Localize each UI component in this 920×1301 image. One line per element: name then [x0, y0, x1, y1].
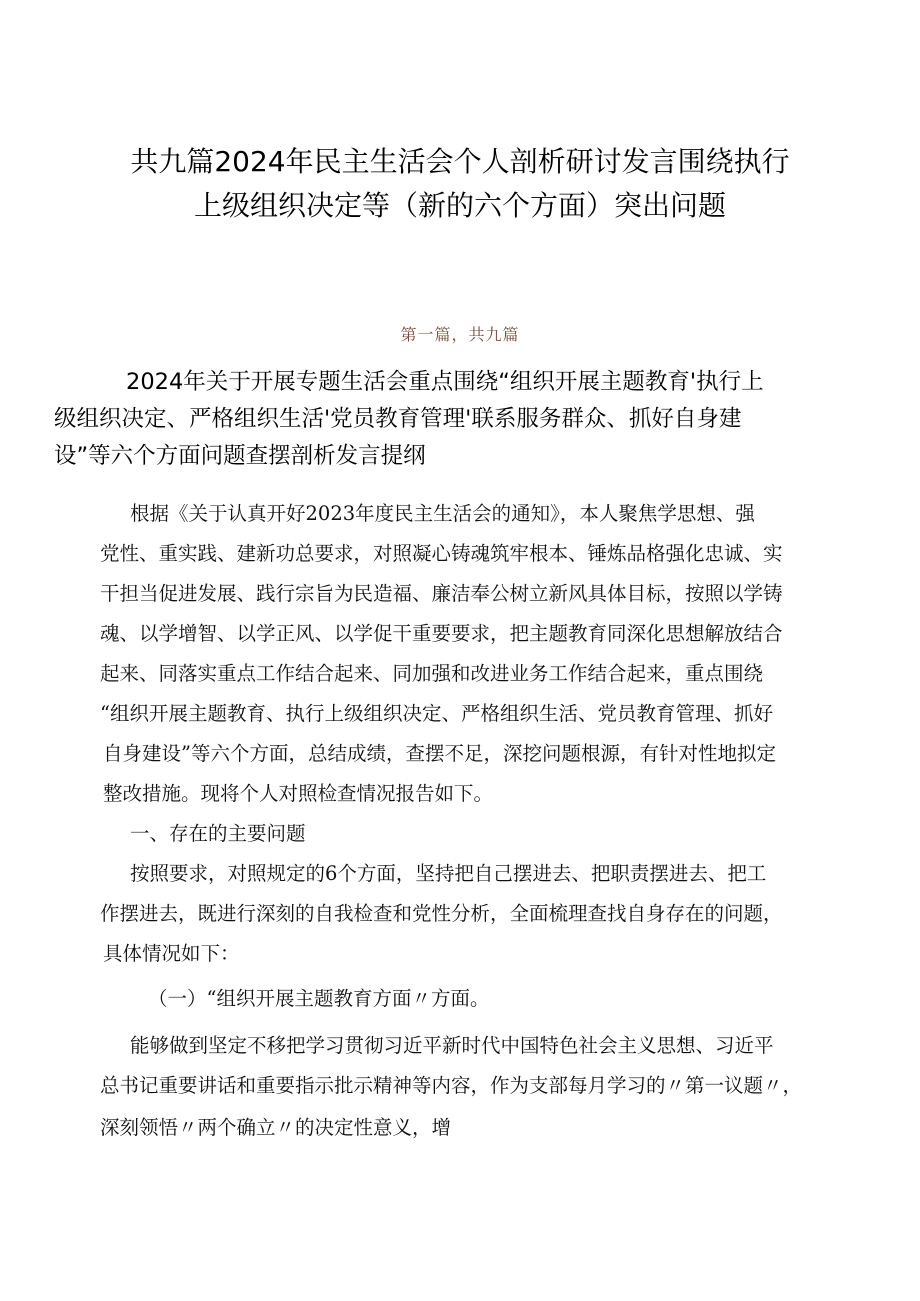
paragraph-line: 根据《关于认真开好2023年度民主生活会的通知》，本人聚焦学思想、强 — [130, 502, 755, 525]
section-title: 一、存在的主要问题 — [130, 822, 306, 845]
paragraph-line: 魂、以学增智、以学正风、以学促干重要要求，把主题教育同深化思想解放结合 — [100, 622, 783, 645]
paragraph-line: 自身建设”等六个方面，总结成绩，查摆不足，深挖问题根源，有针对性地拟定 — [103, 742, 776, 765]
paragraph-line: 按照要求，对照规定的6个方面，坚持把自己摆进去、把职责摆进去、把工 — [130, 862, 767, 885]
paragraph-line: 能够做到坚定不移把学习贯彻习近平新时代中国特色社会主义思想、习近平 — [130, 1034, 774, 1057]
document-title-line-2: 上级组织决定等（新的六个方面）突出问题 — [193, 189, 726, 222]
paragraph-line: 整改措施。现将个人对照检查情况报告如下。 — [103, 782, 494, 805]
section-heading-line-1: 2024年关于开展专题生活会重点围绕“组织开展主题教育'执行上 — [126, 369, 764, 395]
paragraph-line: 总书记重要讲话和重要指示批示精神等内容，作为支部每月学习的〃第一议题〃， — [100, 1074, 803, 1097]
paragraph-line: 作摆进去，既进行深刻的自我检查和党性分析，全面梳理查找自身存在的问题， — [100, 902, 783, 925]
section-heading-line-3: 设”等六个方面问题查摆剖析发言提纲 — [54, 443, 426, 469]
section-heading-line-2: 级组织决定、严格组织生活'党员教育管理'联系服务群众、抓好自身建 — [54, 406, 742, 432]
section-heading — [54, 364, 850, 475]
paragraph-line: 党性、重实践、建新功总要求，对照凝心铸魂筑牢根本、锤炼品格强化忠诚、实 — [100, 542, 783, 565]
subsection-title: （一）“组织开展主题教育方面〃方面。 — [148, 987, 490, 1010]
document-title-line-1: 共九篇2024年民主生活会个人剖析研讨发言围绕执行 — [130, 145, 790, 178]
paragraph-line: “组织开展主题教育、执行上级组织决定、严格组织生活、党员教育管理、抓好 — [100, 702, 773, 725]
part-subtitle: 第一篇，共九篇 — [400, 325, 520, 344]
paragraph-line: 干担当促进发展、践行宗旨为民造福、廉洁奉公树立新风具体目标，按照以学铸 — [100, 582, 783, 605]
paragraph-line: 具体情况如下： — [103, 942, 240, 965]
paragraph-line: 起来、同落实重点工作结合起来、同加强和改进业务工作结合起来，重点围绕 — [100, 662, 764, 685]
paragraph-line: 深刻领悟〃两个确立〃的决定性意义，增 — [100, 1116, 452, 1139]
